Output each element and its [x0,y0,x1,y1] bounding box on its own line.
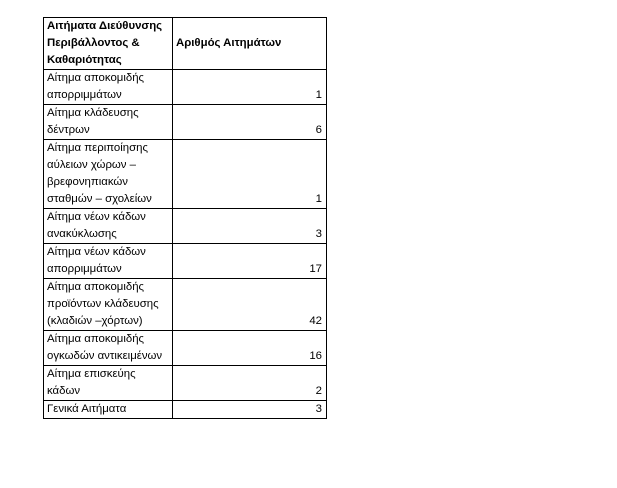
request-count-cell: 1 [173,70,327,105]
request-type-cell: Αίτημα αποκομιδής ογκωδών αντικειμένων [44,331,173,366]
request-type-cell: Αίτημα κλάδευσης δέντρων [44,105,173,140]
request-count-cell: 42 [173,279,327,331]
request-type-cell: Αίτημα νέων κάδων ανακύκλωσης [44,209,173,244]
table-row [44,279,327,331]
request-count-cell: 16 [173,331,327,366]
table-row [44,209,327,244]
request-type-cell: Αίτημα αποκομιδής προϊόντων κλάδευσης (κλαδιών –χόρτων) [44,279,173,331]
request-count-cell: 6 [173,105,327,140]
requests-table-container [43,17,327,419]
request-type-cell: Αίτημα αποκομιδής απορριμμάτων [44,70,173,105]
request-count-cell: 3 [173,209,327,244]
table-row [44,366,327,401]
table-row [44,244,327,279]
table-row [44,331,327,366]
table-row [44,140,327,209]
request-type-cell: Γενικά Αιτήματα [44,401,173,419]
table-row [44,401,327,419]
request-type-cell: Αίτημα περιποίησης αύλειων χώρων – βρεφονηπιακών σταθμών – σχολείων [44,140,173,209]
column-header-request-type: Αιτήματα Διεύθυνσης Περιβάλλοντος & Καθαριότητας [44,18,173,70]
column-header-request-count: Αριθμός Αιτημάτων [173,18,327,70]
table-row [44,105,327,140]
requests-table [43,17,327,419]
request-count-cell: 3 [173,401,327,419]
table-row [44,70,327,105]
table-header-row [44,18,327,70]
request-count-cell: 1 [173,140,327,209]
request-count-cell: 17 [173,244,327,279]
request-type-cell: Αίτημα νέων κάδων απορριμμάτων [44,244,173,279]
request-count-cell: 2 [173,366,327,401]
request-type-cell: Αίτημα επισκεύης κάδων [44,366,173,401]
